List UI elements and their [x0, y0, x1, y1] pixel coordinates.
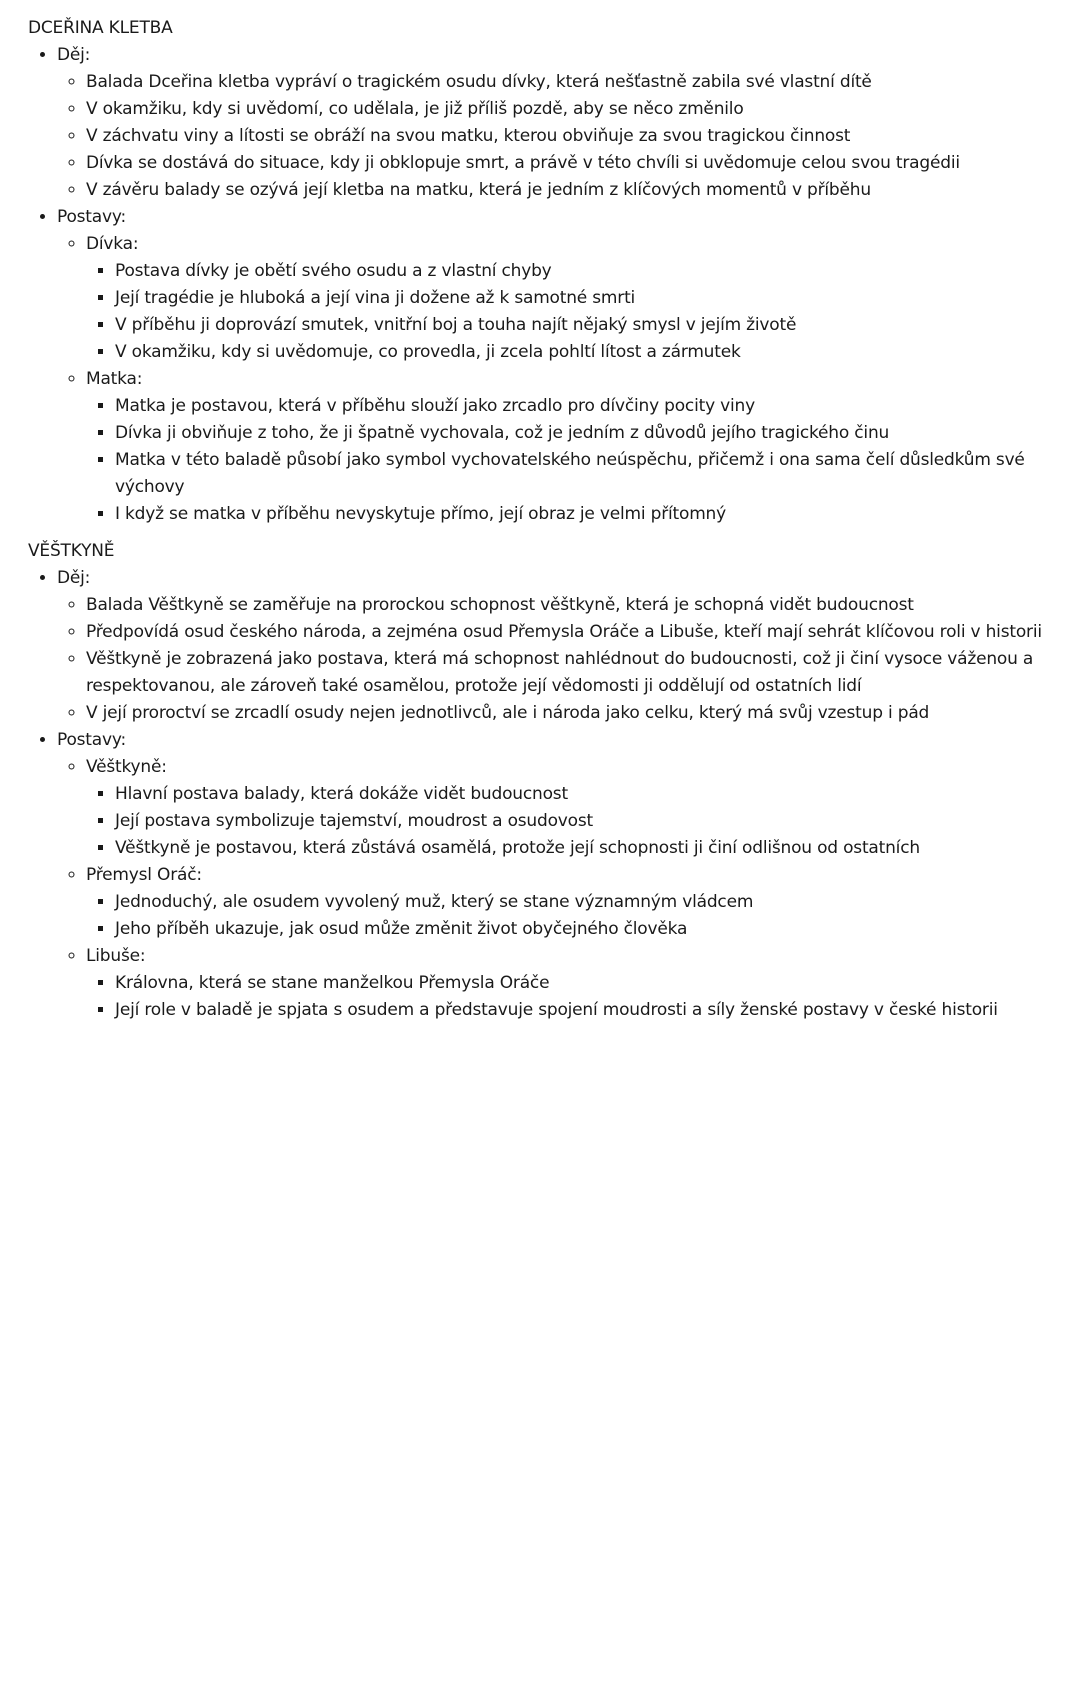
character-libuse: [86, 943, 1068, 1024]
character-traits: [86, 970, 1068, 1024]
character-name: Libuše:: [86, 946, 146, 966]
section-dcerina-kletba: [28, 15, 1068, 528]
character-list: [57, 754, 1068, 1024]
section-outline: [28, 565, 1068, 1024]
list-item: ▪ Věštkyně je postavou, která zůstává osamělá, protože její schopnosti ji činí odlišnou od ostatních: [115, 835, 1068, 862]
outline-group-plot: [57, 565, 1068, 727]
plot-list: [57, 69, 1068, 204]
list-item: ▪ Jeho příběh ukazuje, jak osud může změnit život obyčejného člověka: [115, 916, 1068, 943]
group-label: Děj:: [57, 568, 91, 588]
list-item: ▪ Hlavní postava balady, která dokáže vidět budoucnost: [115, 781, 1068, 808]
list-item: ▪ Jednoduchý, ale osudem vyvolený muž, který se stane významným vládcem: [115, 889, 1068, 916]
group-label: Děj:: [57, 45, 91, 65]
list-item: ◦ V okamžiku, kdy si uvědomí, co udělala, je již příliš pozdě, aby se něco změnilo: [86, 96, 1068, 123]
character-traits: [86, 781, 1068, 862]
plot-list: [57, 592, 1068, 727]
section-vestkyne: [28, 538, 1068, 1024]
character-list: [57, 231, 1068, 528]
list-item: ▪ I když se matka v příběhu nevyskytuje přímo, její obraz je velmi přítomný: [115, 501, 1068, 528]
group-label: Postavy:: [57, 730, 126, 750]
outline-group-characters: [57, 727, 1068, 1024]
section-outline: [28, 42, 1068, 528]
character-vestkyne: [86, 754, 1068, 862]
character-traits: [86, 393, 1068, 528]
list-item: ▪ Matka v této baladě působí jako symbol vychovatelského neúspěchu, přičemž i ona sama čelí důsledkům své výchovy: [115, 447, 1068, 501]
list-item: ◦ Balada Věštkyně se zaměřuje na prorockou schopnost věštkyně, která je schopná vidět budoucnost: [86, 592, 1068, 619]
character-traits: [86, 889, 1068, 943]
outline-group-characters: [57, 204, 1068, 528]
list-item: ◦ V její proroctví se zrcadlí osudy nejen jednotlivců, ale i národa jako celku, který má svůj vzestup i pád: [86, 700, 1068, 727]
list-item: ◦ V záchvatu viny a lítosti se obráží na svou matku, kterou obviňuje za svou tragickou činnost: [86, 123, 1068, 150]
list-item: ▪ Matka je postavou, která v příběhu slouží jako zrcadlo pro dívčiny pocity viny: [115, 393, 1068, 420]
list-item: ▪ V příběhu ji doprovází smutek, vnitřní boj a touha najít nějaký smysl v jejím životě: [115, 312, 1068, 339]
list-item: ▪ Její role v baladě je spjata s osudem a představuje spojení moudrosti a síly ženské postavy v české historii: [115, 997, 1068, 1024]
character-matka: [86, 366, 1068, 528]
character-divka: [86, 231, 1068, 366]
list-item: ◦ Věštkyně je zobrazená jako postava, která má schopnost nahlédnout do budoucnosti, což ji činí vysoce váženou a respektovanou, ale zároveň také osamělou, protože její vědomosti ji oddělují od ostatních lidí: [86, 646, 1068, 700]
character-traits: [86, 258, 1068, 366]
list-item: ◦ Balada Dceřina kletba vypráví o tragickém osudu dívky, která nešťastně zabila své vlastní dítě: [86, 69, 1068, 96]
list-item: ▪ V okamžiku, kdy si uvědomuje, co provedla, ji zcela pohltí lítost a zármutek: [115, 339, 1068, 366]
list-item: ◦ Předpovídá osud českého národa, a zejména osud Přemysla Oráče a Libuše, kteří mají sehrát klíčovou roli v historii: [86, 619, 1068, 646]
character-name: Věštkyně:: [86, 757, 167, 777]
list-item: ▪ Dívka ji obviňuje z toho, že ji špatně vychovala, což je jedním z důvodů jejího tragického činu: [115, 420, 1068, 447]
group-label: Postavy:: [57, 207, 126, 227]
list-item: ▪ Její postava symbolizuje tajemství, moudrost a osudovost: [115, 808, 1068, 835]
list-item: ◦ V závěru balady se ozývá její kletba na matku, která je jedním z klíčových momentů v příběhu: [86, 177, 1068, 204]
section-title: VĚŠTKYNĚ: [28, 541, 115, 561]
list-item: ◦ Dívka se dostává do situace, kdy ji obklopuje smrt, a právě v této chvíli si uvědomuje celou svou tragédii: [86, 150, 1068, 177]
character-name: Matka:: [86, 369, 143, 389]
character-premysl-orac: [86, 862, 1068, 943]
list-item: ▪ Královna, která se stane manželkou Přemysla Oráče: [115, 970, 1068, 997]
character-name: Přemysl Oráč:: [86, 865, 202, 885]
list-item: ▪ Postava dívky je obětí svého osudu a z vlastní chyby: [115, 258, 1068, 285]
list-item: ▪ Její tragédie je hluboká a její vina ji dožene až k samotné smrti: [115, 285, 1068, 312]
outline-group-plot: [57, 42, 1068, 204]
character-name: Dívka:: [86, 234, 139, 254]
section-title: DCEŘINA KLETBA: [28, 18, 173, 38]
